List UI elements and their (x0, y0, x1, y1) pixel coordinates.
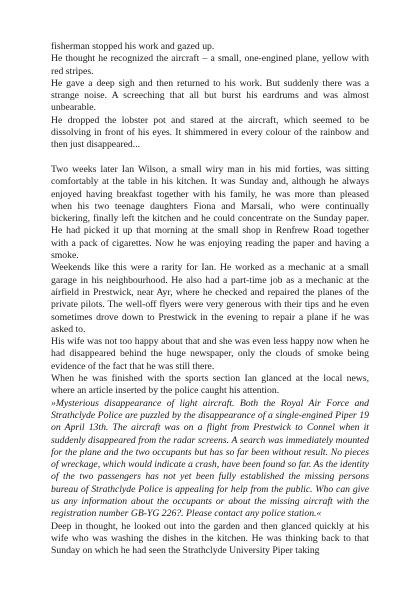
paragraph: Weekends like this were a rarity for Ian. He worked as a mechanic at a small garage in his neighbourhood. He also had a part-time job as a mechanic at the airfield in Prestwick, near Ayr, where he checked and repaired the planes of the private pilots. The well-off flyers were very generous with their tips and he even sometimes drove down to Prestwick in the evening to repair a plane if he was asked to. (51, 262, 369, 335)
section-break (51, 152, 369, 164)
paragraph: He gave a deep sigh and then returned to his work. But suddenly there was a strange noise. A screeching that all but burst his eardrums and was almost unbearable. (51, 77, 369, 114)
paragraph: fisherman stopped his work and gazed up. (51, 41, 215, 52)
page-body (51, 41, 369, 557)
paragraph: He dropped the lobster pot and stared at the aircraft, which seemed to be dissolving in front of his eyes. It shimmered in every colour of the rainbow and then just disappeared... (51, 114, 369, 151)
paragraph: Two weeks later Ian Wilson, a small wiry man in his mid forties, was sitting comfortably at the table in his kitchen. It was Sunday and, although he always enjoyed having breakfast together with his family, he was more than pleased when his two teenage daughters Fiona and Marsali, who were continually bickering, finally left the kitchen and he could concentrate on the Sunday paper. He had picked it up that morning at the small shop in Renfrew Road together with a pack of cigarettes. Now he was enjoying reading the paper and having a smoke. (51, 163, 369, 262)
paragraph: Deep in thought, he looked out into the garden and then glanced quickly at his wife who was washing the dishes in the kitchen. He was thinking back to that Sunday on which he had seen the Strathclyde University Piper taking (51, 520, 369, 557)
paragraph: He thought he recognized the aircraft – a small, one-engined plane, yellow with red stripes. (51, 53, 369, 77)
paragraph: When he was finished with the sports section Ian glanced at the local news, where an article inserted by the police caught his attention. (51, 373, 369, 397)
newspaper-quote: »Mysterious disappearance of light aircraft. Both the Royal Air Force and Strathclyde Police are puzzled by the disappearance of a single-engined Piper 19 on April 13th. The aircraft was on a flight from Prestwick to Connel when it suddenly disappeared from the radar screens. A search was immediately mounted for the plane and the two occupants but has so far been without result. No pieces of wreckage, which would indicate a crash, have been found so far. As the identity of the two passengers has not yet been fully established the missing persons bureau of Strathclyde Police is appealing for help from the public. Who can give us any information about the occupants or about the missing aircraft with the registration number GB-YG 226?. Please contact any police station.« (51, 397, 369, 520)
paragraph: His wife was not too happy about that and she was even less happy now when he had disappeared behind the huge newspaper, only the clouds of smoke being evidence of the fact that he was still there. (51, 336, 369, 372)
